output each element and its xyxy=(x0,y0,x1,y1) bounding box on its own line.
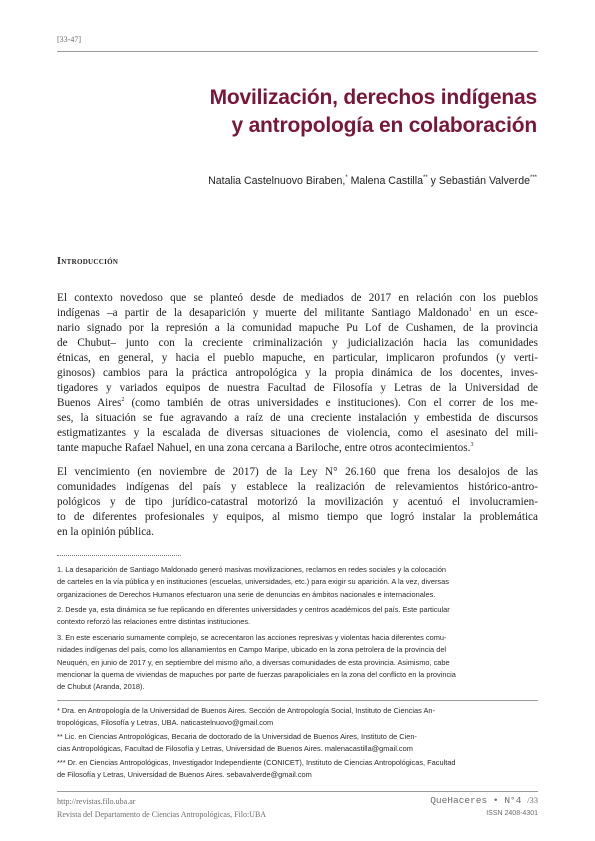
affiliation-line: ** Lic. en Ciencias Antropológicas, Becaria de doctorado de la Universidad de Buenos Aires, Instituto de Cien- xyxy=(57,732,417,741)
affiliation-line: * Dra. en Antropología de la Universidad de Buenos Aires. Sección de Antropología Social, Instituto de Ciencias An- xyxy=(57,706,435,715)
author-list xyxy=(208,175,537,187)
text-segment: tante mapuche Rafael Nahuel, en una zona cercana a Bariloche, entre otros acontecimientos. xyxy=(57,442,471,455)
affiliation-line: tropológicas, Filosofía y Letras, UBA. naticastelnuovo@gmail.com xyxy=(57,718,274,728)
text-line: de Chubut– junto con la creciente criminalización y judicialización hacia las comunidades xyxy=(57,337,538,350)
footnote-line: de Chubut (Aranda, 2018). xyxy=(57,682,145,692)
footnote-line: Neuquén, en junio de 2017 y, en septiembre del mismo año, a diversas comunidades de esta provincia. Asimismo, cabe xyxy=(57,657,450,667)
text-line: nario signado por la represión a la comunidad mapuche Pu Lof de Cushamen, de la provincia xyxy=(57,322,538,335)
text-line: comunidades indígenas del país y establece la realización de relevamientos histórico-antro- xyxy=(57,481,538,494)
text-segment: indígenas –a partir de la desaparición y muerte del militante Santiago Maldonado xyxy=(57,307,469,320)
header-rule xyxy=(57,51,538,52)
affiliation-line: cias Antropológicas, Facultad de Filosofía y Letras, Universidad de Buenos Aires. malenacastilla@gmail.com xyxy=(57,744,413,754)
footer-journal: Revista del Departamento de Ciencias Antropológicas, Filo:UBA xyxy=(57,810,267,819)
text-line: étnicas, en general, y hacia el pueblo mapuche, en particular, implicaron profundos (y verti- xyxy=(57,352,538,365)
text-line: tigadores y variados equipos de nuestra Facultad de Filosofía y Letras de la Universidad de xyxy=(57,382,538,395)
text-line xyxy=(57,396,538,411)
title-line-1: Movilización, derechos indígenas xyxy=(209,86,537,109)
author-3-mark: *** xyxy=(529,175,537,181)
text-line: estigmatizantes y la escalada de diversas situaciones de violencia, como el asesinato del mili- xyxy=(57,427,538,440)
text-line: El contexto novedoso que se planteó desde de mediados de 2017 en relación con los pueblos xyxy=(57,292,538,304)
text-line: El vencimiento (en noviembre de 2017) de la Ley N° 26.160 que frena los desalojos de las xyxy=(57,466,538,478)
text-line: pológicos y de tipo jurídico-catastral motorizó la movilización y acentuó el involucramien- xyxy=(57,496,538,509)
affiliation-line: de Filosofía y Letras, Universidad de Buenos Aires. sebavalverde@gmail.com xyxy=(57,770,312,780)
body-paragraph-1 xyxy=(57,291,538,457)
footnote-line: 1. La desaparición de Santiago Maldonado generó masivas movilizaciones, reclamos en redes sociales y la colocación xyxy=(57,565,447,574)
footer-issn: ISSN 2408-4301 xyxy=(486,810,538,817)
footnote-line: nidades indígenas del país, como los allanamientos en Campo Maripe, ubicado en la zona petrolera de la provincia del xyxy=(57,645,447,655)
body-paragraph-2 xyxy=(57,465,538,540)
page-number: /33 xyxy=(527,795,538,805)
section-heading: Introducción xyxy=(57,256,119,267)
journal-brand: QueHaceres • N°4 xyxy=(430,795,522,806)
author-1-mark: * xyxy=(345,175,348,181)
footnote-line: 2. Desde ya, esta dinámica se fue replicando en diferentes universidades y centros académicos del país. Este particular xyxy=(57,605,450,614)
footnote-line: organizaciones de Derechos Humanos efectuaron una serie de denuncias en ámbitos nacionales e internacionales. xyxy=(57,589,436,599)
affiliation-1 xyxy=(57,705,538,730)
footnote-2 xyxy=(57,604,538,629)
footnote-line: de carteles en la vía pública y en instituciones (escuelas, universidades, etc.) para exigir su aparición. A la vez, diversas xyxy=(57,577,449,587)
article-title xyxy=(117,84,537,139)
affiliation-separator xyxy=(57,700,538,701)
footnote-1 xyxy=(57,564,538,601)
text-line: ses, la situación se fue agravando a raíz de una creciente instalación y embestida de discursos xyxy=(57,412,538,425)
text-segment: (como también de otras universidades e instituciones). Con el correr de los me- xyxy=(131,397,538,410)
footnote-ref-3[interactable]: 3 xyxy=(470,442,474,449)
author-1: Natalia Castelnuovo Biraben, xyxy=(208,175,346,187)
affiliation-2 xyxy=(57,731,538,756)
footnote-line: contexto reforzó las relaciones entre distintas instituciones. xyxy=(57,617,251,627)
footnote-ref-1[interactable]: 1 xyxy=(468,307,472,314)
text-line xyxy=(57,441,538,456)
affiliation-3 xyxy=(57,757,538,782)
title-line-2: y antropología en colaboración xyxy=(231,113,537,137)
footnote-line: mencionar la quema de viviendas de mapuches por parte de fuerzas parapoliciales en la zona del conflicto en la provincia xyxy=(57,669,456,679)
text-line: to de diferentes profesionales y equipos, al mismo tiempo que logró instalar la problemática xyxy=(57,511,538,524)
footnote-separator xyxy=(57,555,181,556)
affiliation-line: *** Dr. en Ciencias Antropológicas, Investigador Independiente (CONICET), Instituto de Ciencias Antropológicas, Facultad xyxy=(57,758,456,767)
text-line: en la opinión pública. xyxy=(57,526,154,539)
text-segment: en un esce- xyxy=(478,307,538,320)
footnote-ref-2[interactable]: 2 xyxy=(121,397,125,404)
text-segment: Buenos Aires xyxy=(57,397,122,410)
text-line: ginosos) cambios para la práctica antropológica y la propia dinámica de los docentes, inves- xyxy=(57,367,538,380)
text-line xyxy=(57,306,538,321)
footer-rule xyxy=(57,791,538,792)
author-2-mark: ** xyxy=(423,175,428,181)
footnote-3 xyxy=(57,632,538,693)
author-2: Malena Castilla xyxy=(347,175,424,187)
footnote-line: 3. En este escenario sumamente complejo, se acrecentaron las acciones represivas y violentas hacia diferentes comu- xyxy=(57,633,447,642)
footer-url[interactable]: http://revistas.filo.uba.ar xyxy=(57,797,136,806)
author-3: y Sebastián Valverde xyxy=(427,175,530,187)
page-range: [33-47] xyxy=(57,35,81,44)
footer-brand xyxy=(430,795,538,806)
